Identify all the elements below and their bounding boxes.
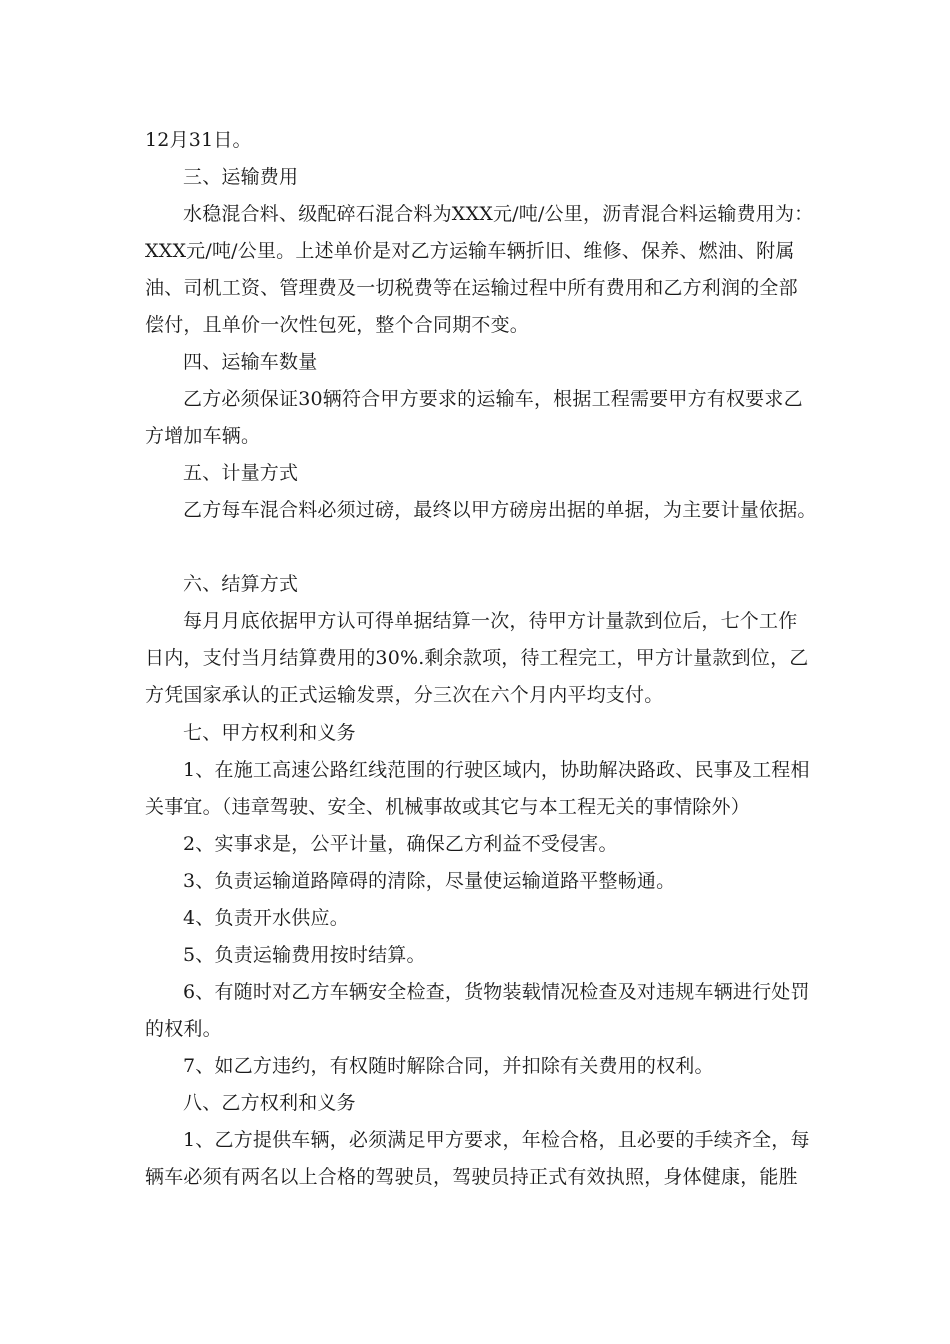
- section-heading-6: 六、结算方式: [183, 573, 299, 595]
- text-line: 关事宜。（违章驾驶、安全、机械事故或其它与本工程无关的事情除外）: [145, 796, 750, 818]
- text-line: 乙方必须保证30辆符合甲方要求的运输车，根据工程需要甲方有权要求乙: [183, 388, 803, 410]
- list-item: 1、在施工高速公路红线范围的行驶区域内，协助解决路政、民事及工程相: [183, 759, 810, 781]
- list-item: 2、实事求是，公平计量，确保乙方利益不受侵害。: [183, 833, 618, 855]
- text-line: 乙方每车混合料必须过磅，最终以甲方磅房出据的单据，为主要计量依据。: [183, 499, 817, 521]
- section-heading-4: 四、运输车数量: [183, 351, 318, 373]
- section-heading-3: 三、运输费用: [183, 166, 299, 188]
- text-line: XXX元/吨/公里。上述单价是对乙方运输车辆折旧、维修、保养、燃油、附属: [145, 240, 795, 262]
- list-item: 3、负责运输道路障碍的清除，尽量使运输道路平整畅通。: [183, 870, 676, 892]
- text-line: 辆车必须有两名以上合格的驾驶员，驾驶员持正式有效执照，身体健康，能胜: [145, 1166, 798, 1188]
- text-line: 每月月底依据甲方认可得单据结算一次，待甲方计量款到位后，七个工作: [183, 610, 798, 632]
- text-line: 12月31日。: [145, 129, 252, 151]
- text-line: 偿付，且单价一次性包死，整个合同期不变。: [145, 314, 530, 336]
- text-line: 的权利。: [145, 1018, 222, 1040]
- list-item: 4、负责开水供应。: [183, 907, 349, 929]
- list-item: 7、如乙方违约，有权随时解除合同，并扣除有关费用的权利。: [183, 1055, 714, 1077]
- list-item: 1、乙方提供车辆，必须满足甲方要求，年检合格，且必要的手续齐全，每: [183, 1129, 810, 1151]
- section-heading-8: 八、乙方权利和义务: [183, 1092, 356, 1114]
- list-item: 5、负责运输费用按时结算。: [183, 944, 426, 966]
- text-line: 水稳混合料、级配碎石混合料为XXX元/吨/公里，沥青混合料运输费用为：: [183, 203, 814, 225]
- text-line: 方凭国家承认的正式运输发票，分三次在六个月内平均支付。: [145, 684, 664, 706]
- section-heading-5: 五、计量方式: [183, 462, 299, 484]
- list-item: 6、有随时对乙方车辆安全检查，货物装载情况检查及对违规车辆进行处罚: [183, 981, 810, 1003]
- section-heading-7: 七、甲方权利和义务: [183, 722, 356, 744]
- text-line: 油、司机工资、管理费及一切税费等在运输过程中所有费用和乙方利润的全部: [145, 277, 798, 299]
- text-line: 日内，支付当月结算费用的30%.剩余款项，待工程完工，甲方计量款到位，乙: [145, 647, 809, 669]
- text-line: 方增加车辆。: [145, 425, 261, 447]
